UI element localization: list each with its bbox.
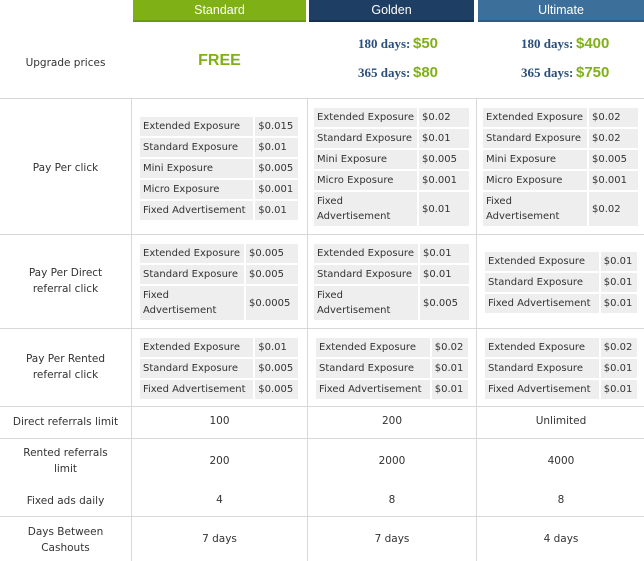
table-row [485,273,637,292]
rented-limit-golden: 2000 [378,455,406,467]
price-days: 180 days: [358,36,411,51]
rate-value: $0.02 [589,129,638,148]
rate-value: $0.005 [419,150,469,169]
rate-label: Standard Exposure [140,138,255,157]
rate-value: $0.02 [419,108,469,127]
rate-label: Standard Exposure [316,359,432,378]
row-divider [0,234,644,235]
golden-price-365 [358,64,438,81]
row-label-pay-per-direct: Pay Per Direct referral click [28,267,103,295]
price-days: 365 days: [521,65,574,80]
direct-limit-ultimate: Unlimited [535,415,587,427]
rate-value: $0.005 [420,286,469,320]
table-row [314,265,469,284]
table-row [140,286,298,320]
table-row [140,380,298,399]
rate-label: Standard Exposure [314,265,420,284]
row-divider [0,516,644,517]
table-row [483,129,638,148]
rate-label: Micro Exposure [140,180,255,199]
table-row [140,138,298,157]
rented-limit-ultimate: 4000 [547,455,575,467]
plan-header-golden: Golden [309,0,474,22]
ultimate-price-180 [521,35,609,52]
rate-value: $0.01 [255,201,298,220]
rate-value: $0.01 [432,380,468,399]
table-row [140,244,298,263]
rate-value: $0.01 [432,359,468,378]
rate-value: $0.02 [601,338,637,357]
rate-label: Extended Exposure [485,252,601,271]
table-row [483,192,638,226]
rented-standard-table [140,336,298,401]
fixed-ads-ultimate: 8 [557,494,565,506]
rate-label: Standard Exposure [485,359,601,378]
table-row [485,252,637,271]
rate-label: Fixed Advertisement [485,294,601,313]
table-row [483,171,638,190]
row-label-rented-limit: Rented referrals limit [23,447,108,475]
fixed-ads-standard: 4 [216,494,223,506]
row-label-upgrade-prices: Upgrade prices [25,57,106,69]
direct-golden-table [314,242,469,322]
rate-value: $0.01 [601,273,637,292]
rate-label: Micro Exposure [483,171,589,190]
rate-value: $0.0005 [246,286,298,320]
rate-value: $0.005 [255,380,298,399]
rate-label: Standard Exposure [140,359,255,378]
row-divider [0,406,644,407]
table-row [316,359,468,378]
column-divider [307,99,308,561]
rate-value: $0.001 [419,171,469,190]
table-row [140,201,298,220]
cashout-days-ultimate: 4 days [543,533,579,545]
direct-ultimate-table [485,250,637,315]
rate-label: Fixed Advertisement [485,380,601,399]
column-divider [131,99,132,561]
table-row [314,244,469,263]
table-row [483,108,638,127]
rented-limit-standard: 200 [209,455,230,467]
rate-value: $0.01 [601,380,637,399]
price-value: $400 [576,35,610,52]
table-row [314,150,469,169]
table-row [314,108,469,127]
rate-label: Micro Exposure [314,171,419,190]
rate-label: Fixed Advertisement [316,380,432,399]
rate-label: Extended Exposure [140,338,255,357]
golden-price-180 [358,35,438,52]
price-days: 180 days: [521,36,574,51]
rate-value: $0.005 [246,265,298,284]
table-row [140,117,298,136]
direct-limit-standard: 100 [209,415,230,427]
rate-label: Mini Exposure [314,150,419,169]
table-row [316,380,468,399]
rate-label: Mini Exposure [483,150,589,169]
rate-value: $0.005 [589,150,638,169]
column-divider [476,99,477,561]
rate-label: Extended Exposure [140,117,255,136]
direct-standard-table [140,242,298,322]
rate-value: $0.01 [255,338,298,357]
table-row [314,286,469,320]
table-row [140,359,298,378]
ppc-golden-table [314,106,469,228]
rate-value: $0.01 [601,252,637,271]
rented-golden-table [316,336,468,401]
rate-value: $0.02 [589,192,638,226]
ppc-standard-table [140,115,298,222]
row-divider [0,438,644,439]
direct-limit-golden: 200 [381,415,403,427]
ultimate-price-365 [521,64,609,81]
rate-value: $0.001 [255,180,298,199]
rate-value: $0.01 [420,265,469,284]
rate-label: Fixed Advertisement [314,286,420,320]
table-row [314,192,469,226]
rate-label: Extended Exposure [485,338,601,357]
rate-value: $0.005 [246,244,298,263]
table-row [140,265,298,284]
table-row [140,159,298,178]
table-row [485,338,637,357]
standard-price-free: FREE [198,52,241,69]
table-row [314,171,469,190]
rate-label: Extended Exposure [316,338,432,357]
row-label-pay-per-click: Pay Per click [32,162,99,174]
table-row [140,338,298,357]
rate-label: Extended Exposure [314,244,420,263]
rate-value: $0.02 [432,338,468,357]
table-row [485,380,637,399]
rented-ultimate-table [485,336,637,401]
price-value: $50 [413,35,439,52]
rate-label: Standard Exposure [483,129,589,148]
table-row [485,294,637,313]
rate-label: Extended Exposure [483,108,589,127]
table-row [483,150,638,169]
row-label-direct-limit: Direct referrals limit [12,416,119,428]
rate-label: Extended Exposure [140,244,246,263]
rate-value: $0.01 [419,192,469,226]
price-value: $80 [413,64,439,81]
row-label-days-between-cashouts: Days Between Cashouts [27,526,104,554]
rate-value: $0.01 [601,294,637,313]
rate-value: $0.005 [255,159,298,178]
table-row [485,359,637,378]
rate-value: $0.02 [589,108,638,127]
fixed-ads-golden: 8 [388,494,396,506]
rate-label: Mini Exposure [140,159,255,178]
rate-label: Standard Exposure [485,273,601,292]
price-value: $750 [576,64,610,81]
rate-label: Standard Exposure [140,265,246,284]
rate-label: Fixed Advertisement [140,201,255,220]
table-row [314,129,469,148]
row-divider [0,328,644,329]
rate-value: $0.001 [589,171,638,190]
rate-label: Fixed Advertisement [140,380,255,399]
rate-label: Extended Exposure [314,108,419,127]
rate-label: Standard Exposure [314,129,419,148]
row-label-pay-per-rented: Pay Per Rented referral click [25,353,106,381]
rate-label: Fixed Advertisement [483,192,589,226]
rate-label: Fixed Advertisement [140,286,246,320]
rate-label: Fixed Advertisement [314,192,419,226]
rate-value: $0.01 [420,244,469,263]
table-row [316,338,468,357]
cashout-days-standard: 7 days [202,533,237,545]
rate-value: $0.01 [601,359,637,378]
row-divider [0,98,644,99]
plan-header-standard: Standard [133,0,306,22]
rate-value: $0.005 [255,359,298,378]
plan-header-ultimate: Ultimate [478,0,644,22]
rate-value: $0.01 [255,138,298,157]
rate-value: $0.01 [419,129,469,148]
ppc-ultimate-table [483,106,638,228]
price-days: 365 days: [358,65,411,80]
rate-value: $0.015 [255,117,298,136]
cashout-days-golden: 7 days [374,533,410,545]
row-label-fixed-ads: Fixed ads daily [26,495,105,507]
table-row [140,180,298,199]
